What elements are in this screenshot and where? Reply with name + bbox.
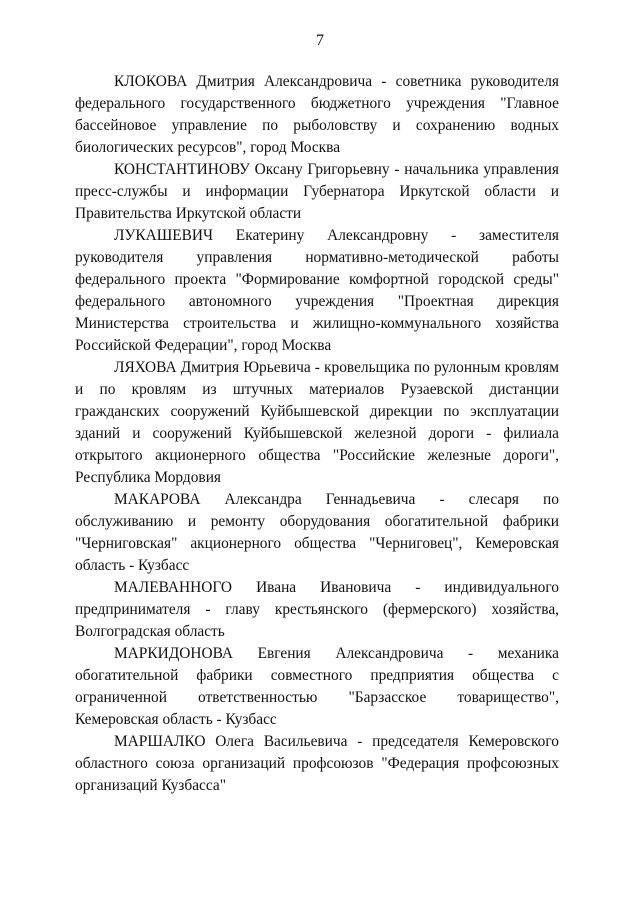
award-entry-klokov: КЛОКОВА Дмитрия Александровича - советника руководителя федерального государственного бюджетного учреждения "Главное бассейновое управление по рыболовству и сохранению водных биологических ресурсов", город Москва <box>75 73 559 156</box>
award-entry-konstantinova: КОНСТАНТИНОВУ Оксану Григорьевну - начальника управления пресс-службы и информации Губернатора Иркутской области и Правительства Иркутской области <box>75 161 559 222</box>
award-entry-lyakhov: ЛЯХОВА Дмитрия Юрьевича - кровельщика по рулонным кровлям и по кровлям из штучных материалов Рузаевской дистанции гражданских сооружений Куйбышевской дирекции по эксплуатации зданий и сооружений Куйбышевской железной дороги - филиала открытого акционерного общества "Российские железные дороги", Республика Мордовия <box>75 359 559 486</box>
award-entry-lukashevich: ЛУКАШЕВИЧ Екатерину Александровну - заместителя руководителя управления нормативно-методической работы федерального проекта "Формирование комфортной городской среды" федерального автономного учреждения "Проектная дирекция Министерства строительства и жилищно-коммунального хозяйства Российской Федерации", город Москва <box>75 227 559 354</box>
award-entry-markidonov: МАРКИДОНОВА Евгения Александровича - механика обогатительной фабрики совместного предприятия общества с ограниченной ответственностью "Барзасское товарищество", Кемеровская область - Кузбасс <box>75 645 559 728</box>
award-entry-makarov: МАКАРОВА Александра Геннадьевича - слесаря по обслуживанию и ремонту оборудования обогатительной фабрики "Черниговская" акционерного общества "Черниговец", Кемеровская область - Кузбасс <box>75 491 559 574</box>
document-body <box>75 71 559 797</box>
award-entry-marshalko: МАРШАЛКО Олега Васильевича - председателя Кемеровского областного союза организаций профсоюзов "Федерация профсоюзных организаций Кузбасса" <box>75 733 559 794</box>
award-entry-malevanny: МАЛЕВАННОГО Ивана Ивановича - индивидуального предпринимателя - главу крестьянского (фермерского) хозяйства, Волгоградская область <box>75 579 559 640</box>
page-number: 7 <box>316 32 324 49</box>
